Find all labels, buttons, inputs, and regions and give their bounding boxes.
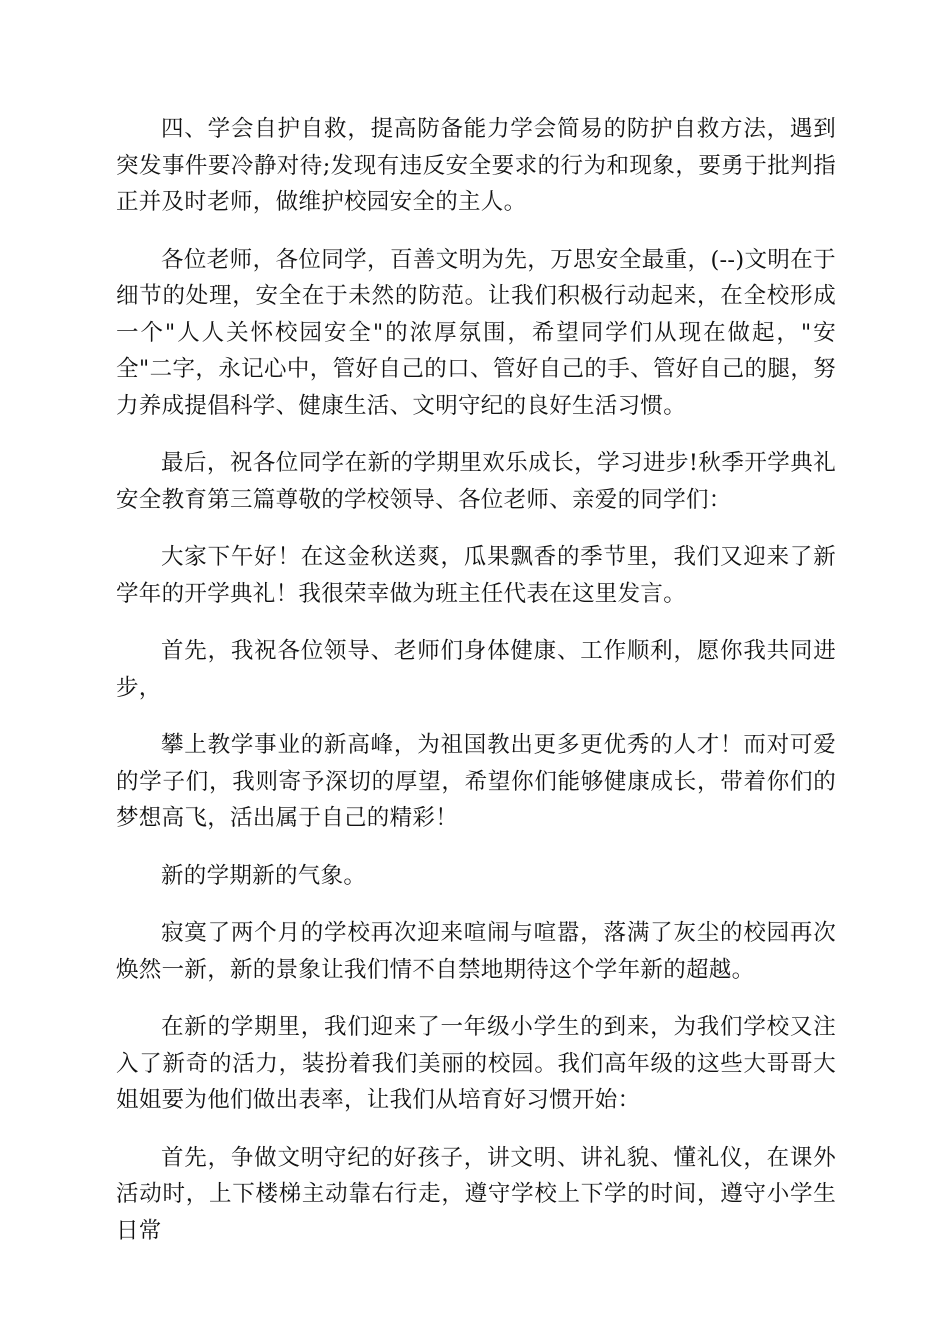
paragraph-wishes-leaders: 首先，我祝各位领导、老师们身体健康、工作顺利，愿你我共同进步， [116, 638, 836, 701]
paragraph-teaching-peak: 攀上教学事业的新高峰，为祖国教出更多更优秀的人才！而对可爱的学子们，我则寄予深切的厚望，希望你们能够健康成长，带着你们的梦想高飞，活出属于自己的精彩！ [116, 732, 836, 831]
paragraph-closing-wishes: 最后，祝各位同学在新的学期里欢乐成长，学习进步!秋季开学典礼安全教育第三篇尊敬的学校领导、各位老师、亲爱的同学们： [116, 450, 836, 513]
paragraph-self-rescue: 四、学会自护自救，提高防备能力学会简易的防护自救方法，遇到突发事件要冷静对待;发现有违反安全要求的行为和现象，要勇于批判指正并及时老师，做维护校园安全的主人。 [116, 116, 836, 215]
paragraph-first-graders: 在新的学期里，我们迎来了一年级小学生的到来，为我们学校又注入了新奇的活力，装扮着我们美丽的校园。我们高年级的这些大哥哥大姐姐要为他们做出表率，让我们从培育好习惯开始： [116, 1014, 836, 1113]
paragraph-civil-conduct: 首先，争做文明守纪的好孩子，讲文明、讲礼貌、懂礼仪，在课外活动时，上下楼梯主动靠右行走，遵守学校上下学的时间，遵守小学生日常 [116, 1144, 836, 1244]
paragraph-school-renewed: 寂寞了两个月的学校再次迎来喧闹与喧嚣，落满了灰尘的校园再次焕然一新，新的景象让我们情不自禁地期待这个学年新的超越。 [116, 920, 836, 983]
document-page [116, 111, 836, 1270]
paragraph-civility-safety: 各位老师，各位同学，百善文明为先，万思安全最重，(--)文明在于细节的处理，安全在于未然的防范。让我们积极行动起来，在全校形成一个"人人关怀校园安全"的浓厚氛围，希望同学们从现在做起，"安全"二字，永记心中，管好自己的口、管好自己的手、管好自己的腿，努力养成提倡科学、健康生活、文明守纪的良好生活习惯。 [116, 246, 836, 419]
paragraph-greeting: 大家下午好！在这金秋送爽，瓜果飘香的季节里，我们又迎来了新学年的开学典礼！我很荣幸做为班主任代表在这里发言。 [116, 544, 836, 607]
paragraph-new-term: 新的学期新的气象。 [161, 862, 367, 889]
